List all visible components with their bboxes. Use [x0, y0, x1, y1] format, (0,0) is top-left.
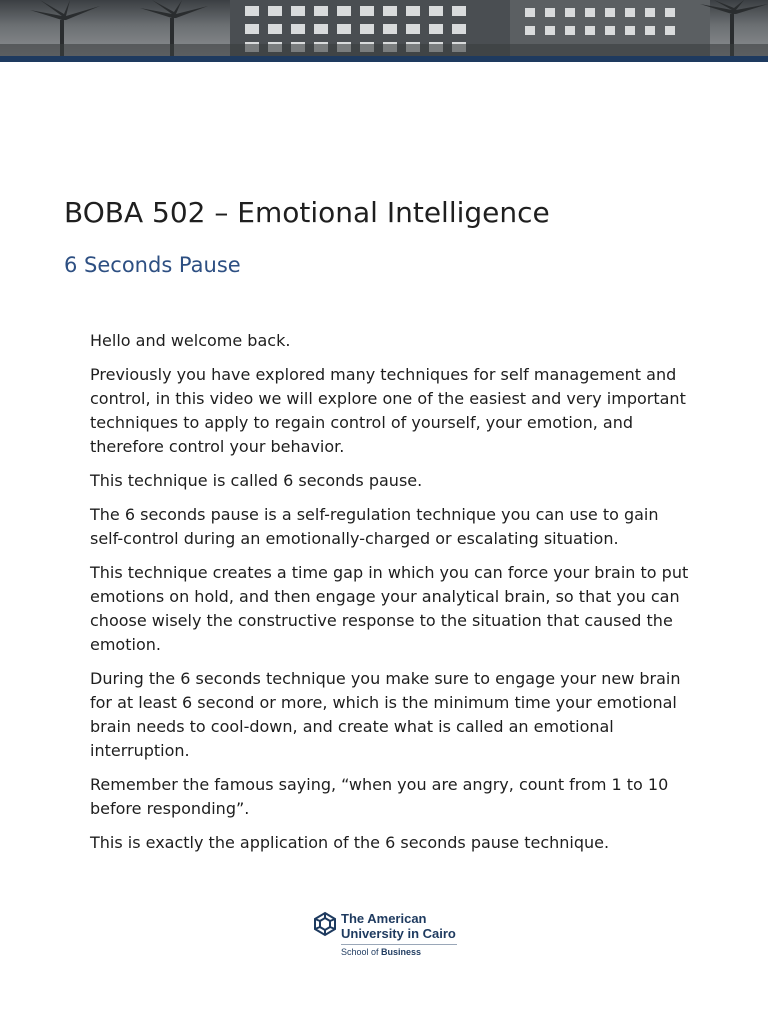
paragraph: During the 6 seconds technique you make sure to engage your new brain for at least 6 second or more, which is the minimum time your emotional brain needs to cool-down, and create what is called an emotional interruption. [90, 669, 681, 760]
campus-building-image [0, 0, 768, 56]
logo-divider [341, 944, 457, 945]
document-body [90, 329, 690, 865]
document-title: BOBA 502 – Emotional Intelligence [64, 196, 550, 229]
paragraph: Hello and welcome back. [90, 331, 291, 350]
paragraph: The 6 seconds pause is a self-regulation technique you can use to gain self-control during an emotionally-charged or escalating situation. [90, 505, 659, 548]
auc-logo [312, 910, 462, 960]
paragraph: Remember the famous saying, “when you are angry, count from 1 to 10 before responding”. [90, 775, 669, 818]
auc-emblem-icon [312, 911, 338, 937]
document-subtitle: 6 Seconds Pause [64, 253, 241, 277]
logo-school-label [341, 947, 421, 957]
paragraph: This technique creates a time gap in which you can force your brain to put emotions on hold, and then engage your analytical brain, so that you can choose wisely the constructive response to the situation that caused the emotion. [90, 563, 689, 654]
logo-text-line2: University in Cairo [341, 926, 456, 941]
school-name: Business [381, 947, 422, 957]
paragraph: This is exactly the application of the 6 seconds pause technique. [90, 833, 610, 852]
header-accent-rule [0, 56, 768, 62]
logo-text-line1: The American [341, 911, 427, 926]
paragraph: Previously you have explored many techniques for self management and control, in this video we will explore one of the easiest and very important techniques to apply to regain control of yourself, your emotion, and therefore control your behavior. [90, 365, 686, 456]
school-prefix: School of [341, 947, 379, 957]
header-banner-image [0, 0, 768, 56]
paragraph: This technique is called 6 seconds pause. [90, 471, 423, 490]
